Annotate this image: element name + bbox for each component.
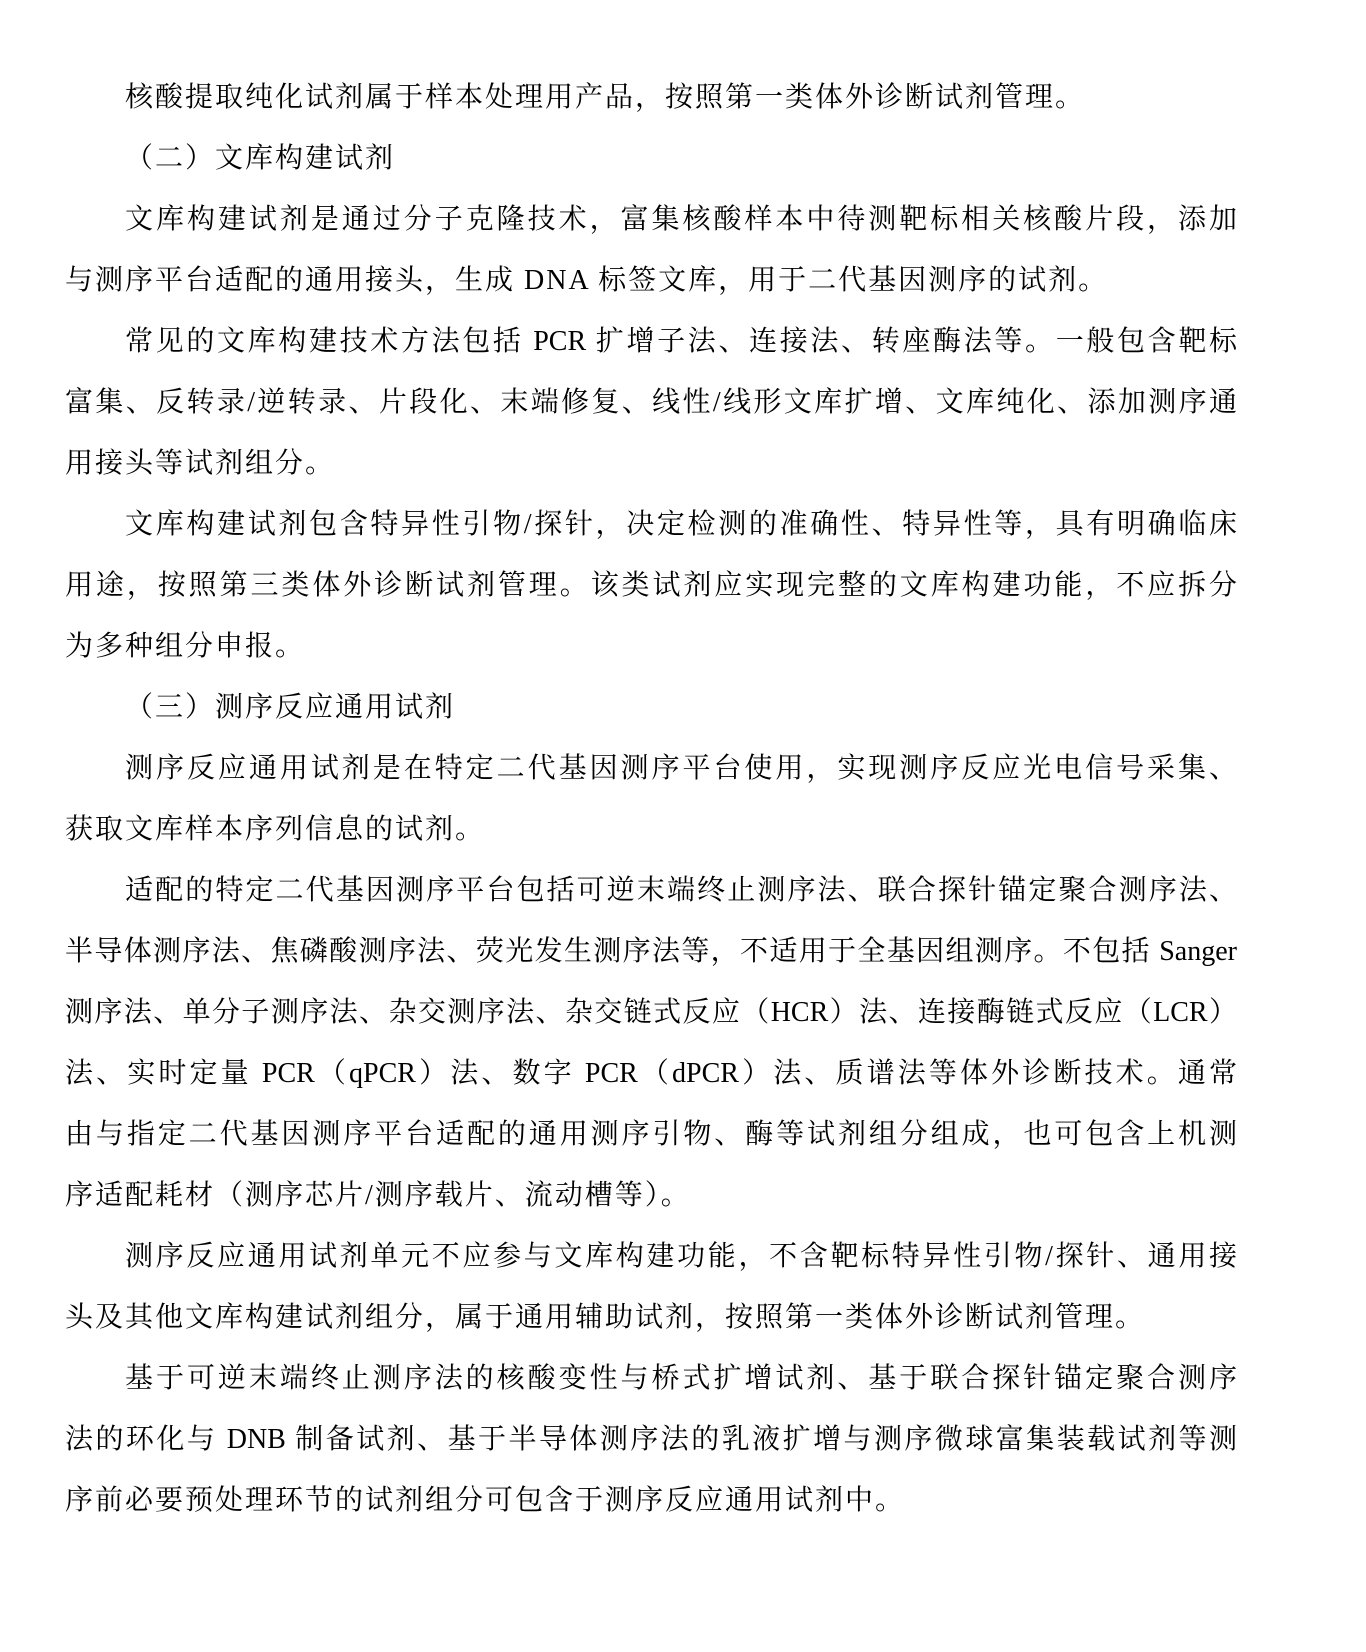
text-line: 为多种组分申报。 — [65, 631, 306, 662]
text-line: 测序法、单分子测序法、杂交测序法、杂交链式反应（HCR）法、连接酶链式反应（LCR） — [65, 997, 1237, 1028]
text-line: 头及其他文库构建试剂组分，属于通用辅助试剂，按照第一类体外诊断试剂管理。 — [65, 1302, 1146, 1333]
paragraph-sequencing-classification — [65, 1226, 1237, 1348]
text-line: 常见的文库构建技术方法包括 PCR 扩增子法、连接法、转座酶法等。一般包含靶标 — [125, 326, 1237, 357]
text-line: 法的环化与 DNB 制备试剂、基于半导体测序法的乳液扩增与测序微球富集装载试剂等测 — [65, 1424, 1237, 1455]
text-line: 用途，按照第三类体外诊断试剂管理。该类试剂应实现完整的文库构建功能，不应拆分 — [65, 570, 1237, 601]
text-line: 测序反应通用试剂单元不应参与文库构建功能，不含靶标特异性引物/探针、通用接 — [125, 1241, 1237, 1272]
text-line: 文库构建试剂是通过分子克隆技术，富集核酸样本中待测靶标相关核酸片段，添加 — [125, 204, 1237, 235]
text-line: 核酸提取纯化试剂属于样本处理用产品，按照第一类体外诊断试剂管理。 — [125, 82, 1086, 113]
section-heading-sequencing-reagents: （三）测序反应通用试剂 — [125, 692, 456, 723]
paragraph-sample-processing — [65, 67, 1237, 128]
text-line: 测序反应通用试剂是在特定二代基因测序平台使用，实现测序反应光电信号采集、 — [125, 753, 1237, 784]
text-line: 与测序平台适配的通用接头，生成 DNA 标签文库，用于二代基因测序的试剂。 — [65, 265, 1109, 296]
paragraph-sequencing-definition — [65, 738, 1237, 860]
document-page — [65, 67, 1237, 1531]
paragraph-sequencing-platforms — [65, 860, 1237, 1226]
text-line: 半导体测序法、焦磷酸测序法、荧光发生测序法等，不适用于全基因组测序。不包括 Sanger — [65, 936, 1237, 967]
text-line: 由与指定二代基因测序平台适配的通用测序引物、酶等试剂组分组成，也可包含上机测 — [65, 1119, 1237, 1150]
paragraph-library-classification — [65, 494, 1237, 677]
text-line: 用接头等试剂组分。 — [65, 448, 336, 479]
paragraph-library-methods — [65, 311, 1237, 494]
text-line: 法、实时定量 PCR（qPCR）法、数字 PCR（dPCR）法、质谱法等体外诊断技术。通常 — [65, 1058, 1237, 1089]
text-line: 基于可逆末端终止测序法的核酸变性与桥式扩增试剂、基于联合探针锚定聚合测序 — [125, 1363, 1237, 1394]
text-line: 适配的特定二代基因测序平台包括可逆末端终止测序法、联合探针锚定聚合测序法、 — [125, 875, 1237, 906]
paragraph-library-definition — [65, 189, 1237, 311]
text-line: 序适配耗材（测序芯片/测序载片、流动槽等）。 — [65, 1180, 691, 1211]
paragraph-pretreatment-components — [65, 1348, 1237, 1531]
text-line: 文库构建试剂包含特异性引物/探针，决定检测的准确性、特异性等，具有明确临床 — [125, 509, 1237, 540]
text-line: 获取文库样本序列信息的试剂。 — [65, 814, 486, 845]
section-heading-library-construction: （二）文库构建试剂 — [125, 143, 396, 174]
text-line: 富集、反转录/逆转录、片段化、末端修复、线性/线形文库扩增、文库纯化、添加测序通 — [65, 387, 1237, 418]
text-line: 序前必要预处理环节的试剂组分可包含于测序反应通用试剂中。 — [65, 1485, 906, 1516]
